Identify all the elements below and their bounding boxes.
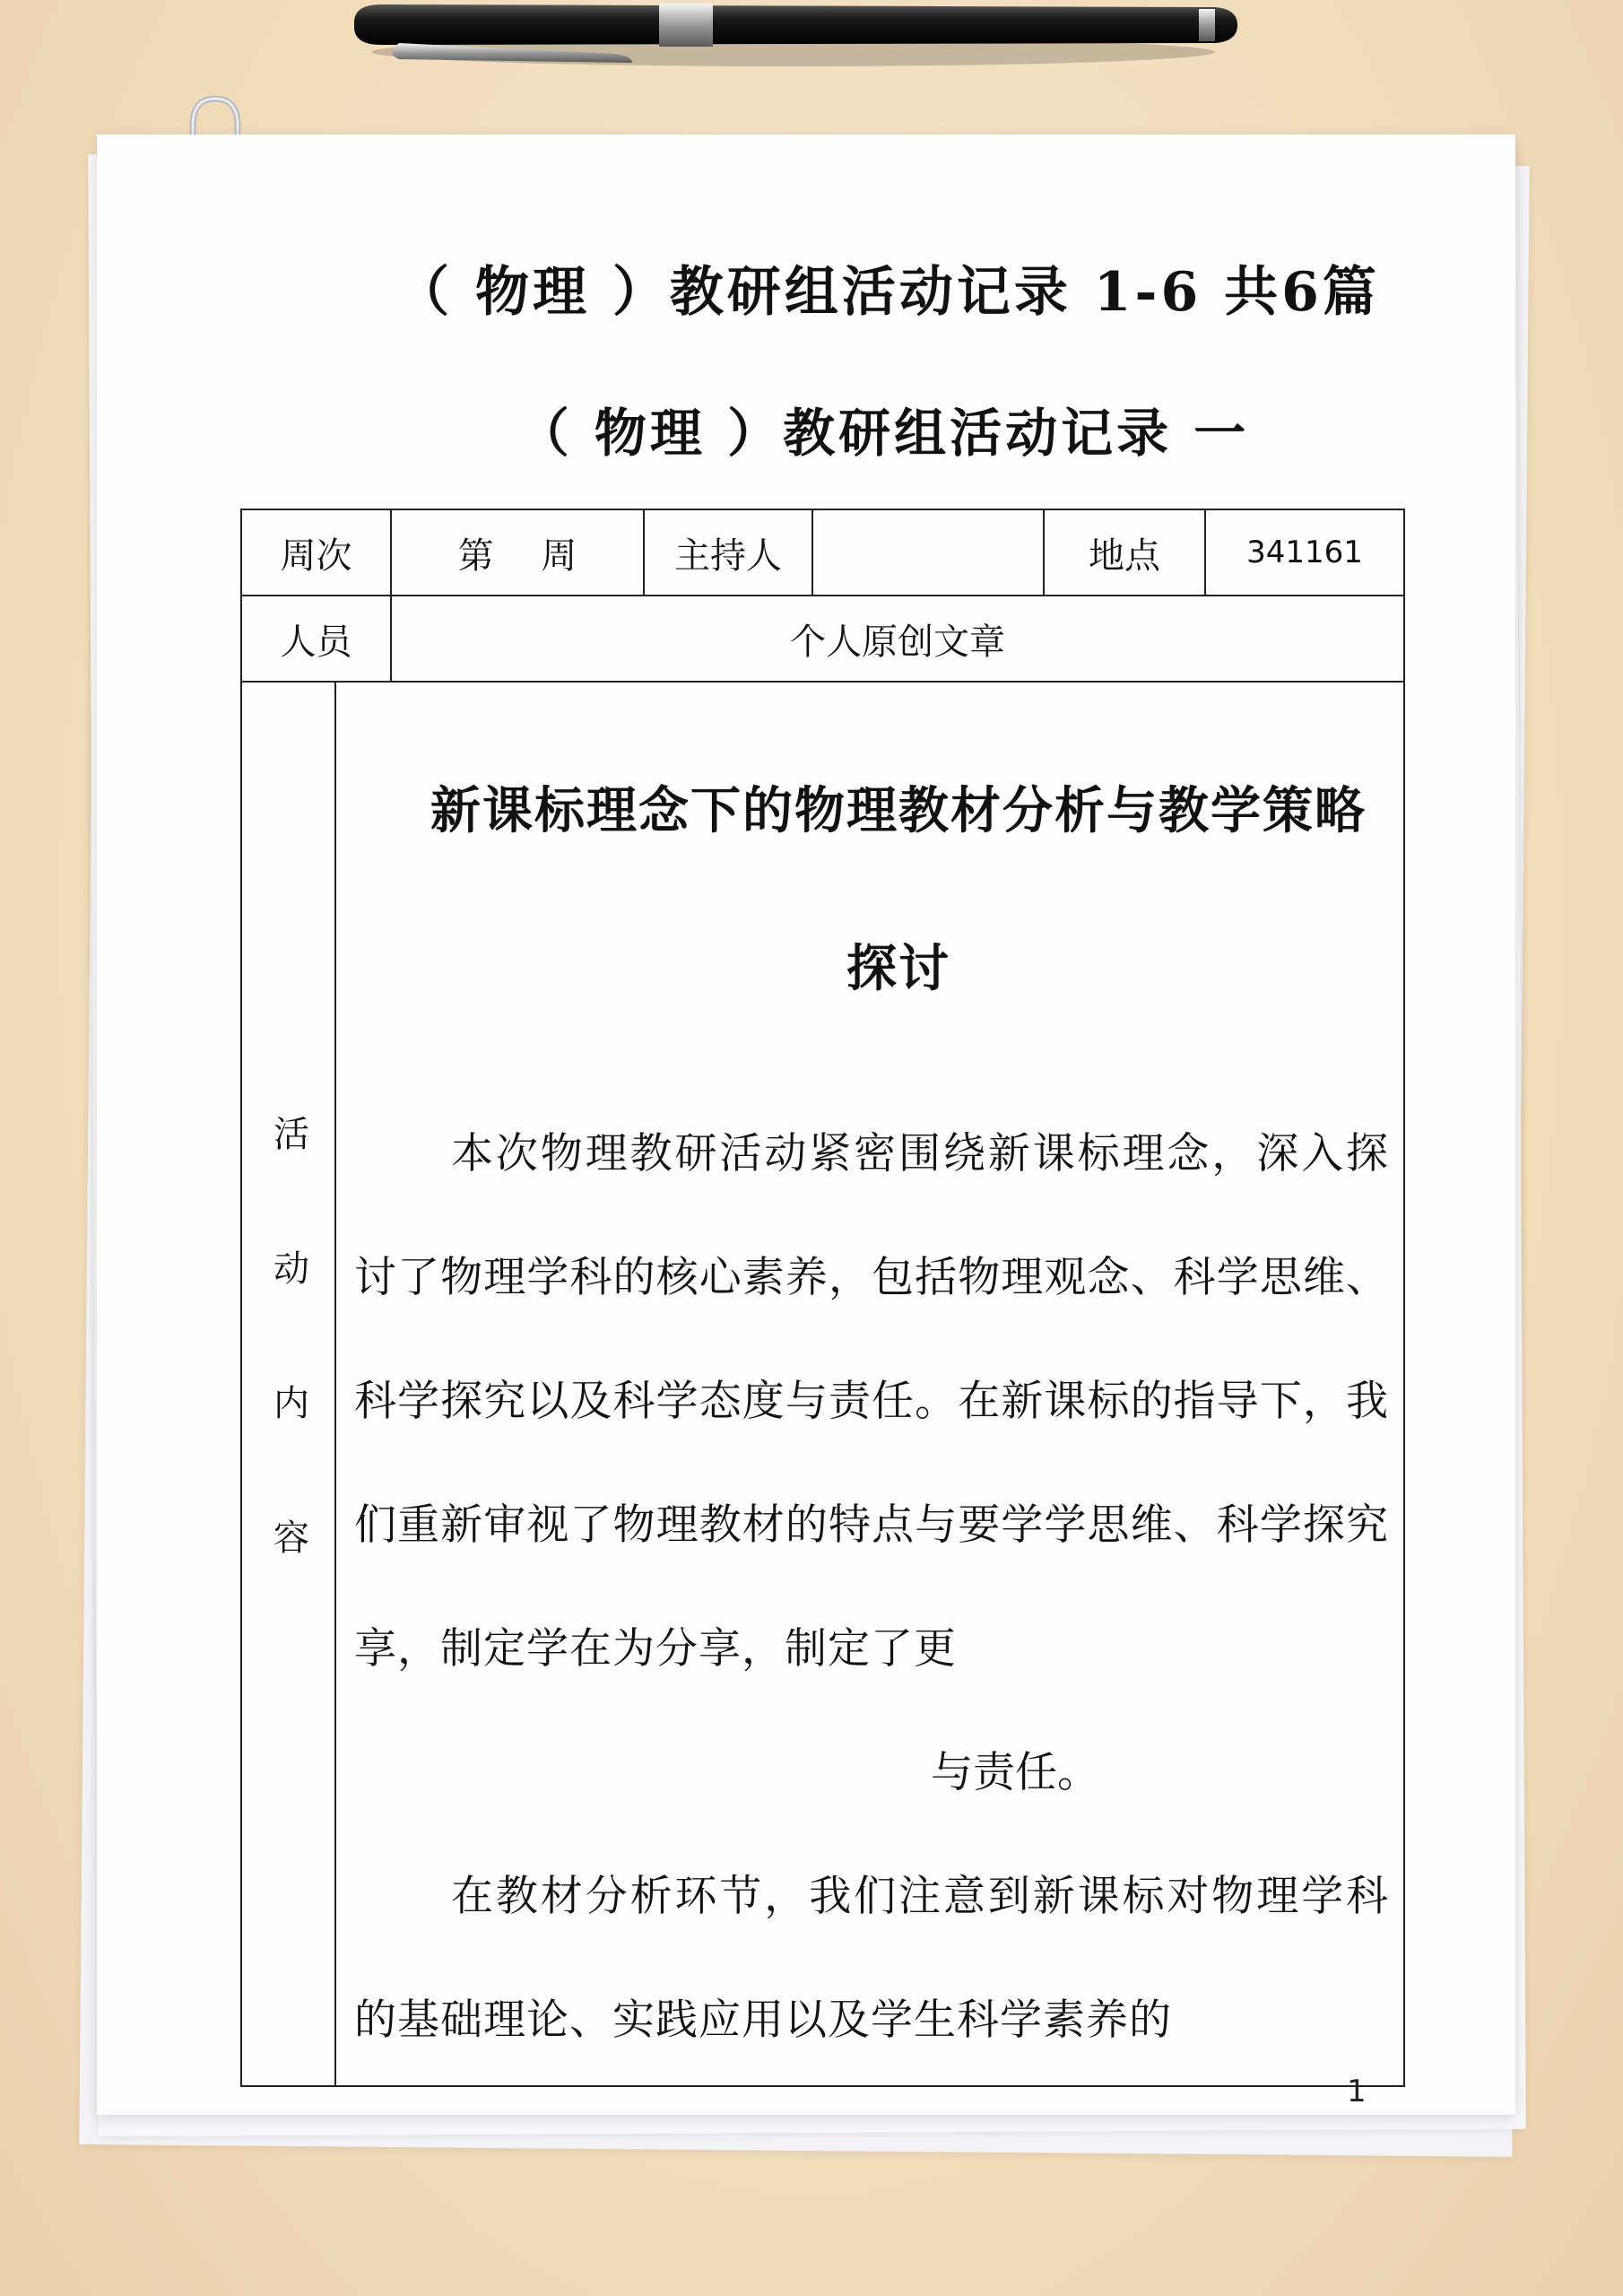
article-title: 新课标理念下的物理教材分析与教学策略探讨 — [430, 781, 1367, 998]
activity-record-table — [240, 509, 1405, 2087]
article-paragraph-2: 在教材分析环节，我们注意到新课标对物理学科的基础理论、实践应用以及学生科学素养的 — [354, 1872, 1389, 2045]
content-cell — [335, 682, 1404, 2086]
people-value: 个人原创文章 — [391, 596, 1404, 682]
document-main-title: （ 物理 ）教研组活动记录 1-6 共6篇 — [395, 261, 1380, 324]
week-label: 周次 — [241, 509, 391, 596]
content-label: 活动内容 — [267, 1115, 309, 1653]
host-value — [812, 509, 1044, 596]
host-label: 主持人 — [644, 509, 812, 596]
article-paragraph-1-tail: 与责任。 — [931, 1748, 1099, 1797]
fountain-pen-icon — [345, 0, 1242, 81]
people-label: 人员 — [241, 596, 391, 682]
place-value: 341161 — [1205, 509, 1404, 596]
content-label-cell — [241, 682, 335, 2086]
place-label: 地点 — [1044, 509, 1205, 596]
document-sub-title: （ 物理 ）教研组活动记录 一 — [516, 403, 1250, 464]
week-value: 第 周 — [391, 509, 644, 596]
article-paragraph-1: 本次物理教研活动紧密围绕新课标理念，深入探讨了物理学科的核心素养，包括物理观念、科学思维、科学探究以及科学态度与责任。在新课标的指导下，我们重新审视了物理教材的特点与要学学思维、科学探究享，制定学在为分享，制定了更 — [354, 1129, 1389, 1674]
page-number: 1 — [1347, 2074, 1367, 2109]
